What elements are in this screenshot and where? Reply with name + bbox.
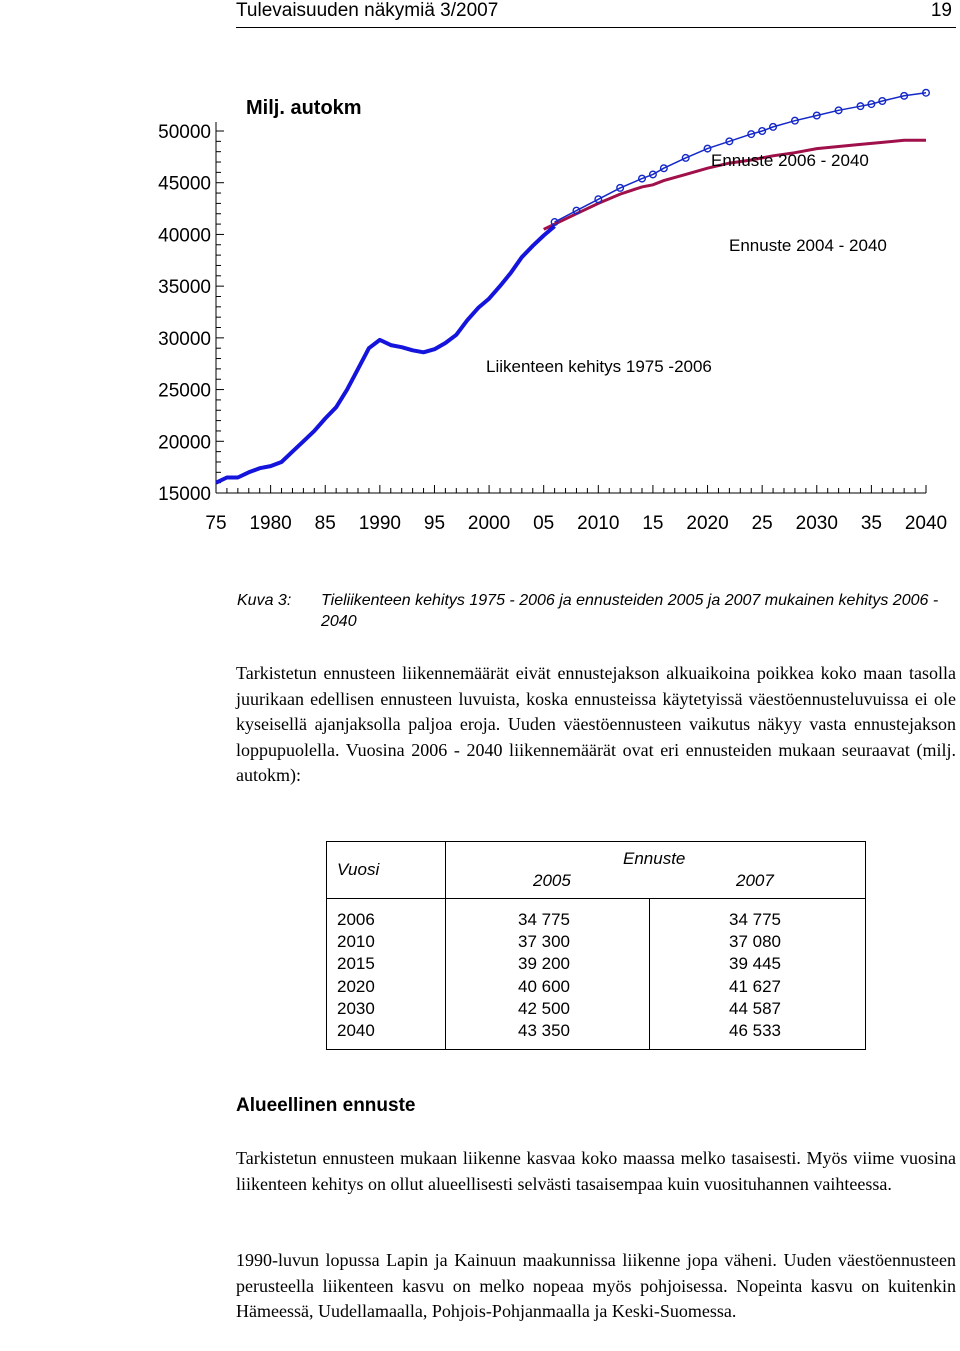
y-tick-label: 30000 [158,328,211,350]
x-tick-label: 2000 [467,513,511,534]
table-cell-2005: 43 350 [518,1021,570,1041]
chart-tick-labels [158,122,947,534]
table-cell-2007: 44 587 [729,998,781,1018]
y-tick-label: 20000 [158,432,211,454]
table-cell-year: 2006 [337,910,375,929]
traffic-chart [0,80,960,550]
chart-annotation: Ennuste 2006 - 2040 [711,151,869,170]
chart-annotation: Ennuste 2004 - 2040 [729,236,887,255]
x-tick-label: 2040 [904,513,948,534]
x-tick-label: 2030 [795,513,838,534]
page-header [236,0,956,28]
x-tick-label: 1980 [249,513,292,534]
caption-label: Kuva 3: [237,592,292,609]
chart-axes [216,122,926,493]
table-column-2005 [518,909,570,1042]
x-tick-label: 15 [642,513,664,534]
table-cell-2007: 46 533 [729,1021,781,1041]
table-header-year: Vuosi [337,860,380,879]
table-cell-year: 2010 [337,932,375,952]
table-cell-2007: 37 080 [729,932,781,952]
paragraph-north: 1990-luvun lopussa Lapin ja Kainuun maakunnissa liikenne jopa väheni. Uuden väestöennusteen perusteella liikenteen kasvu on melko nopeaa myös pohjoisessa. Nopeinta kasvu on kuitenkin Hämeessä, Uudellamaalla, Pohjois-Pohjanmaalla ja Keski-Suomessa. [236,1250,956,1322]
x-tick-label: 85 [314,513,336,534]
y-tick-label: 15000 [158,484,211,505]
chart-annotation: Liikenteen kehitys 1975 -2006 [486,357,712,376]
header-title: Tulevaisuuden näkymiä 3/2007 [236,0,499,21]
history-line [216,226,555,483]
table-cell-2007: 41 627 [729,976,781,996]
caption-text: Tieliikenteen kehitys 1975 - 2006 ja ennusteiden 2005 ja 2007 mukainen kehitys 2006 - 2040 [321,592,939,630]
page-number: 19 [930,0,952,21]
table-cell-2005: 34 775 [518,910,570,929]
y-tick-label: 40000 [158,225,211,247]
x-tick-label: 75 [205,513,227,534]
table-divider [649,898,650,1049]
table-cell-2007: 39 445 [729,954,781,974]
table-column-years [337,909,375,1042]
table-cell-2007: 34 775 [729,910,781,929]
table-cell-year: 2020 [337,976,375,996]
forecast-table [326,841,866,1050]
chart-annotations [246,97,887,376]
table-cell-2005: 39 200 [518,954,570,974]
table-cell-year: 2030 [337,998,375,1018]
chart-series [216,89,929,482]
table-cell-2005: 40 600 [518,976,570,996]
y-tick-label: 45000 [158,173,211,195]
section-heading: Alueellinen ennuste [236,1095,416,1116]
x-tick-label: 05 [533,513,555,534]
x-tick-label: 25 [751,513,773,534]
table-column-2007 [729,909,781,1042]
table-header-2005: 2005 [533,871,571,890]
header-rule [236,27,956,28]
paragraph-regional: Tarkistetun ennusteen mukaan liikenne kasvaa koko maassa melko tasaisesti. Myös viime vuosina liikenteen kehitys on ollut alueellisesti selvästi tasaisempaa kuin vuosituhannen vaihteessa. [236,1148,956,1194]
y-tick-label: 50000 [158,122,211,143]
y-axis-label: Milj. autokm [246,97,362,119]
table-header-rule [327,898,865,899]
table-cell-2005: 37 300 [518,932,570,952]
table-cell-year: 2040 [337,1021,375,1041]
y-tick-label: 35000 [158,277,211,299]
table-cell-2005: 42 500 [518,998,570,1018]
x-tick-label: 1990 [358,513,401,534]
table-header-forecast: Ennuste [623,849,686,868]
table-header-2007: 2007 [736,871,774,890]
x-tick-label: 2020 [686,513,729,534]
x-tick-label: 95 [423,513,446,534]
paragraph-intro: Tarkistetun ennusteen liikennemäärät eivät ennustejakson alkuaikoina poikkea koko maan tasolla juurikaan edellisen ennusteen luvuista, koska ennusteissa käytetyissä väestöennusteluvuissa ei ole kyseisellä ajanjaksolla paljoa eroja. Uuden väestöennusteen vaikutus näkyy vasta ennustejakson loppupuolella. Vuosina 2006 - 2040 liikennemäärät ovat eri ennusteiden mukaan seuraavat (milj. autokm): [236,663,956,786]
x-tick-label: 35 [860,513,882,534]
y-tick-label: 25000 [158,380,211,402]
x-tick-label: 2010 [577,513,620,534]
table-divider [445,842,446,1049]
table-cell-year: 2015 [337,954,375,974]
